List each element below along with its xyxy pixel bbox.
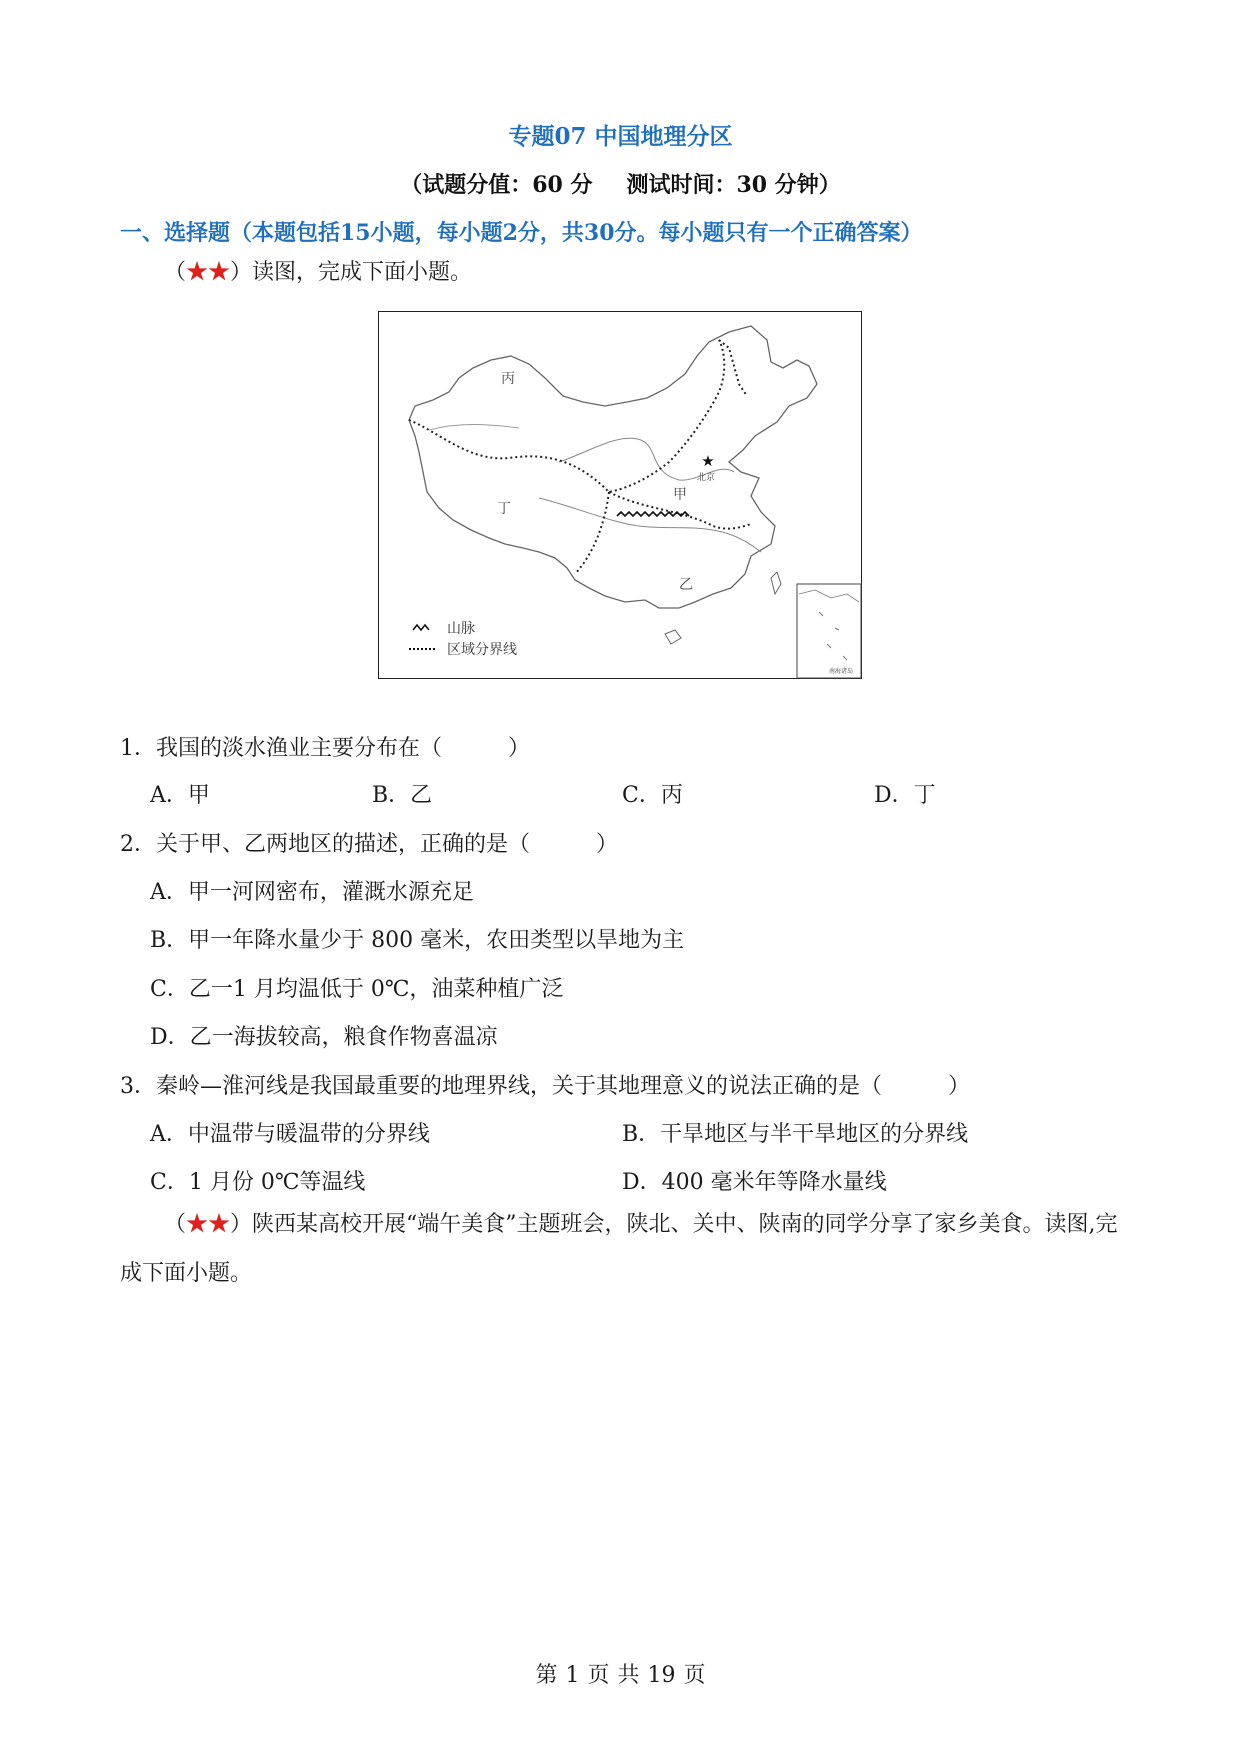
page-footer: 第 1 页 共 19 页 — [535, 1663, 706, 1688]
section-heading: 一、选择题（本题包括15小题，每小题2分，共30分。每小题只有一个正确答案） — [120, 220, 923, 246]
q1-option-a[interactable]: A．甲 — [150, 783, 210, 808]
page-number: 1 — [565, 1663, 580, 1688]
document-title: 专题07 中国地理分区 — [508, 123, 733, 150]
q1-option-c[interactable]: C．丙 — [622, 783, 683, 808]
q1-option-d[interactable]: D．丁 — [874, 783, 936, 808]
hainan — [665, 630, 681, 644]
map-label-ding: 丁 — [497, 501, 511, 517]
qinling-mountain — [617, 512, 689, 516]
q2-option-c[interactable]: C．乙一1 月均温低于 0℃，油菜种植广泛 — [150, 977, 564, 1002]
q3-option-c[interactable]: C．1 月份 0℃等温线 — [150, 1170, 366, 1195]
q1-option-b[interactable]: B．乙 — [372, 783, 433, 808]
legend-mountain-label: 山脉 — [447, 621, 475, 637]
beijing-star-icon: ★ — [701, 452, 715, 470]
legend-boundary-label: 区域分界线 — [447, 642, 517, 658]
group-intro-1: （★★）读图，完成下面小题。 — [164, 260, 473, 285]
map-label-yi: 乙 — [679, 577, 693, 593]
question-1: 1．我国的淡水渔业主要分布在（ ） — [120, 736, 531, 761]
total-pages: 19 — [647, 1663, 676, 1688]
china-regions-map — [378, 311, 862, 679]
boundary-line-northeast — [719, 340, 747, 396]
china-outline — [409, 326, 817, 608]
yangtze-river — [539, 498, 761, 552]
q2-option-a[interactable]: A．甲一河网密布，灌溉水源充足 — [150, 880, 474, 905]
map-label-beijing: 北京 — [697, 473, 716, 483]
map-label-south-sea: 南海诸岛 — [829, 668, 854, 675]
time-info: 测试时间：30 分钟） — [626, 172, 841, 198]
difficulty-stars: ★★ — [186, 260, 231, 285]
south-sea-inset — [797, 584, 861, 678]
map-label-jia: 甲 — [673, 487, 687, 503]
q2-option-d[interactable]: D．乙一海拔较高，粮食作物喜温凉 — [150, 1025, 498, 1050]
q3-option-d[interactable]: D．400 毫米年等降水量线 — [622, 1170, 887, 1195]
test-info — [0, 168, 1241, 199]
taiwan — [771, 572, 781, 594]
group-intro-2: （★★）陕西某高校开展“端午美食”主题班会，陕北、关中、陕南的同学分享了家乡美食。读图,完成下面小题。 — [120, 1212, 1118, 1286]
q3-option-b[interactable]: B．干旱地区与半干旱地区的分界线 — [622, 1122, 969, 1147]
q2-option-b[interactable]: B．甲一年降水量少于 800 毫米，农田类型以旱地为主 — [150, 928, 685, 953]
q3-option-a[interactable]: A．中温带与暖温带的分界线 — [150, 1122, 430, 1147]
map-label-bing: 丙 — [501, 371, 515, 387]
difficulty-stars: ★★ — [186, 1212, 231, 1237]
boundary-line-tibet — [575, 492, 609, 574]
question-3: 3．秦岭—淮河线是我国最重要的地理界线，关于其地理意义的说法正确的是（ ） — [120, 1074, 971, 1099]
legend-mountain-icon — [413, 625, 429, 630]
tarim-river — [429, 425, 519, 431]
question-2: 2．关于甲、乙两地区的描述，正确的是（ ） — [120, 832, 619, 857]
boundary-line-north-west — [409, 340, 724, 492]
score-info: （试题分值：60 分 — [400, 172, 593, 198]
